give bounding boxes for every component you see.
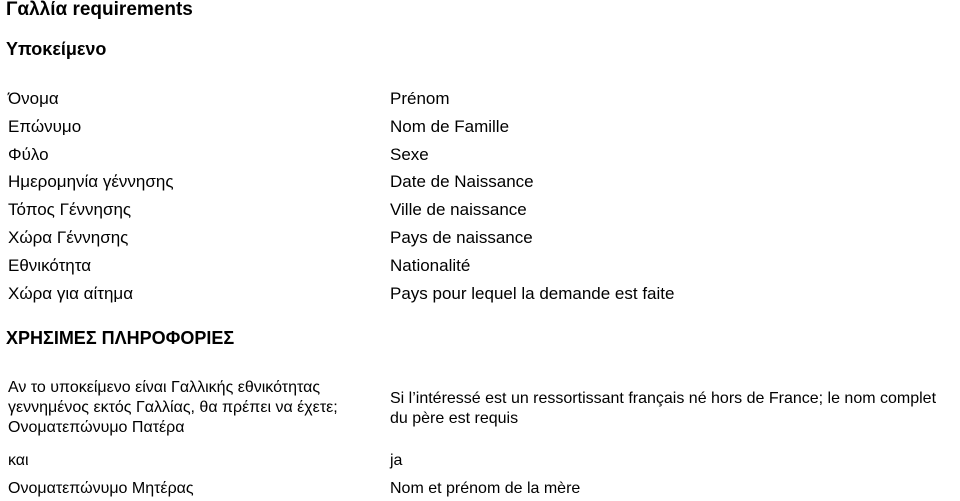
greek-condition-note: Αν το υποκείμενο είναι Γαλλικής εθνικότητας γεννημένος εκτός Γαλλίας, θα πρέπει να έχετε; Ονοματεπώνυμο Πατέρα	[8, 379, 338, 436]
field-label-french: Date de Naissance	[390, 172, 534, 191]
field-label-greek: Τόπος Γέννησης	[8, 200, 132, 219]
field-label-french: Prénom	[390, 89, 450, 108]
subject-heading: Υποκείμενο	[6, 39, 107, 59]
french-mother-name: Nom et prénom de la mère	[390, 480, 581, 497]
field-label-greek: Χώρα για αίτημα	[8, 284, 134, 303]
field-label-french: Pays de naissance	[390, 228, 533, 247]
french-and-text: ja	[390, 452, 403, 469]
field-label-greek: Όνομα	[8, 89, 59, 108]
greek-mother-name: Ονοματεπώνυμο Μητέρας	[8, 480, 194, 497]
field-label-greek: Εθνικότητα	[8, 256, 92, 275]
field-label-french: Nom de Famille	[390, 117, 510, 136]
field-label-greek: Φύλο	[8, 145, 49, 164]
field-label-french: Sexe	[390, 145, 429, 164]
field-label-greek: Ημερομηνία γέννησης	[8, 172, 174, 191]
greek-and-text: και	[8, 452, 29, 469]
field-label-french: Nationalité	[390, 256, 471, 275]
field-label-greek: Επώνυμο	[8, 117, 82, 136]
field-label-french: Ville de naissance	[390, 200, 527, 219]
page-title: Γαλλία requirements	[6, 0, 193, 20]
useful-info-heading: ΧΡΗΣΙΜΕΣ ΠΛΗΡΟΦΟΡΙΕΣ	[6, 328, 235, 348]
french-condition-note: Si l’intéressé est un ressortissant français né hors de France; le nom complet du père est requis	[390, 390, 937, 427]
field-label-greek: Χώρα Γέννησης	[8, 228, 129, 247]
field-label-french: Pays pour lequel la demande est faite	[390, 284, 675, 303]
